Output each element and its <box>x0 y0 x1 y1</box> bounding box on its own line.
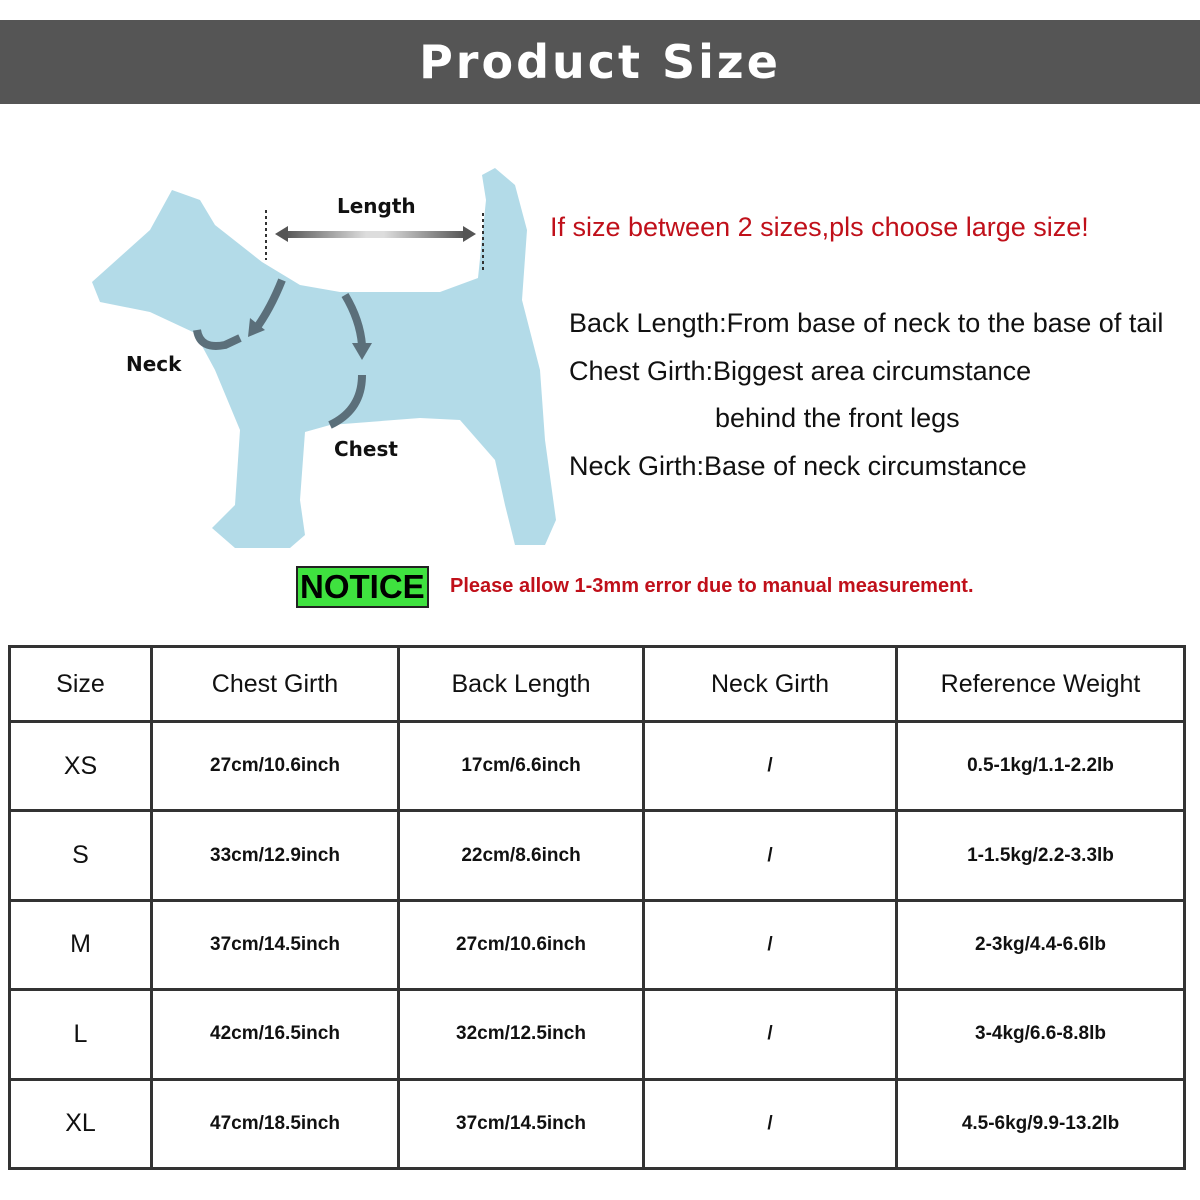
notice-badge: NOTICE <box>296 566 429 608</box>
header-reference-weight: Reference Weight <box>897 647 1185 722</box>
weight-cell: 1-1.5kg/2.2-3.3lb <box>897 811 1185 900</box>
size-cell: M <box>10 900 152 989</box>
back-cell: 22cm/8.6inch <box>399 811 644 900</box>
header-back-length: Back Length <box>399 647 644 722</box>
neck-cell: / <box>644 900 897 989</box>
chest-label: Chest <box>334 437 398 461</box>
page-title: Product Size <box>419 35 781 89</box>
chest-cell: 27cm/10.6inch <box>152 722 399 811</box>
length-label: Length <box>337 194 416 218</box>
size-cell: XS <box>10 722 152 811</box>
size-cell: S <box>10 811 152 900</box>
back-cell: 37cm/14.5inch <box>399 1079 644 1168</box>
neck-cell: / <box>644 722 897 811</box>
size-cell: XL <box>10 1079 152 1168</box>
back-length-description: Back Length:From base of neck to the base of tail <box>569 308 1164 338</box>
chest-girth-description-cont: behind the front legs <box>715 403 960 433</box>
weight-cell: 2-3kg/4.4-6.6lb <box>897 900 1185 989</box>
neck-cell: / <box>644 990 897 1079</box>
chest-cell: 47cm/18.5inch <box>152 1079 399 1168</box>
header-size: Size <box>10 647 152 722</box>
size-cell: L <box>10 990 152 1079</box>
neck-cell: / <box>644 811 897 900</box>
table-row <box>10 811 1185 900</box>
table-row <box>10 900 1185 989</box>
weight-cell: 3-4kg/6.6-8.8lb <box>897 990 1185 1079</box>
weight-cell: 4.5-6kg/9.9-13.2lb <box>897 1079 1185 1168</box>
length-arrow-icon <box>275 226 476 242</box>
table-row <box>10 1079 1185 1168</box>
chest-cell: 33cm/12.9inch <box>152 811 399 900</box>
back-cell: 17cm/6.6inch <box>399 722 644 811</box>
header-neck-girth: Neck Girth <box>644 647 897 722</box>
chest-girth-description: Chest Girth:Biggest area circumstance <box>569 356 1032 386</box>
back-cell: 32cm/12.5inch <box>399 990 644 1079</box>
size-table <box>8 645 1186 1170</box>
weight-cell: 0.5-1kg/1.1-2.2lb <box>897 722 1185 811</box>
back-cell: 27cm/10.6inch <box>399 900 644 989</box>
neck-girth-description: Neck Girth:Base of neck circumstance <box>569 451 1027 481</box>
chest-cell: 37cm/14.5inch <box>152 900 399 989</box>
chest-cell: 42cm/16.5inch <box>152 990 399 1079</box>
notice-text: Please allow 1-3mm error due to manual measurement. <box>450 575 974 597</box>
table-row <box>10 722 1185 811</box>
neck-label: Neck <box>126 352 182 376</box>
neck-cell: / <box>644 1079 897 1168</box>
size-tip: If size between 2 sizes,pls choose large size! <box>550 212 1089 242</box>
table-header-row <box>10 647 1185 722</box>
header-chest-girth: Chest Girth <box>152 647 399 722</box>
table-row <box>10 990 1185 1079</box>
